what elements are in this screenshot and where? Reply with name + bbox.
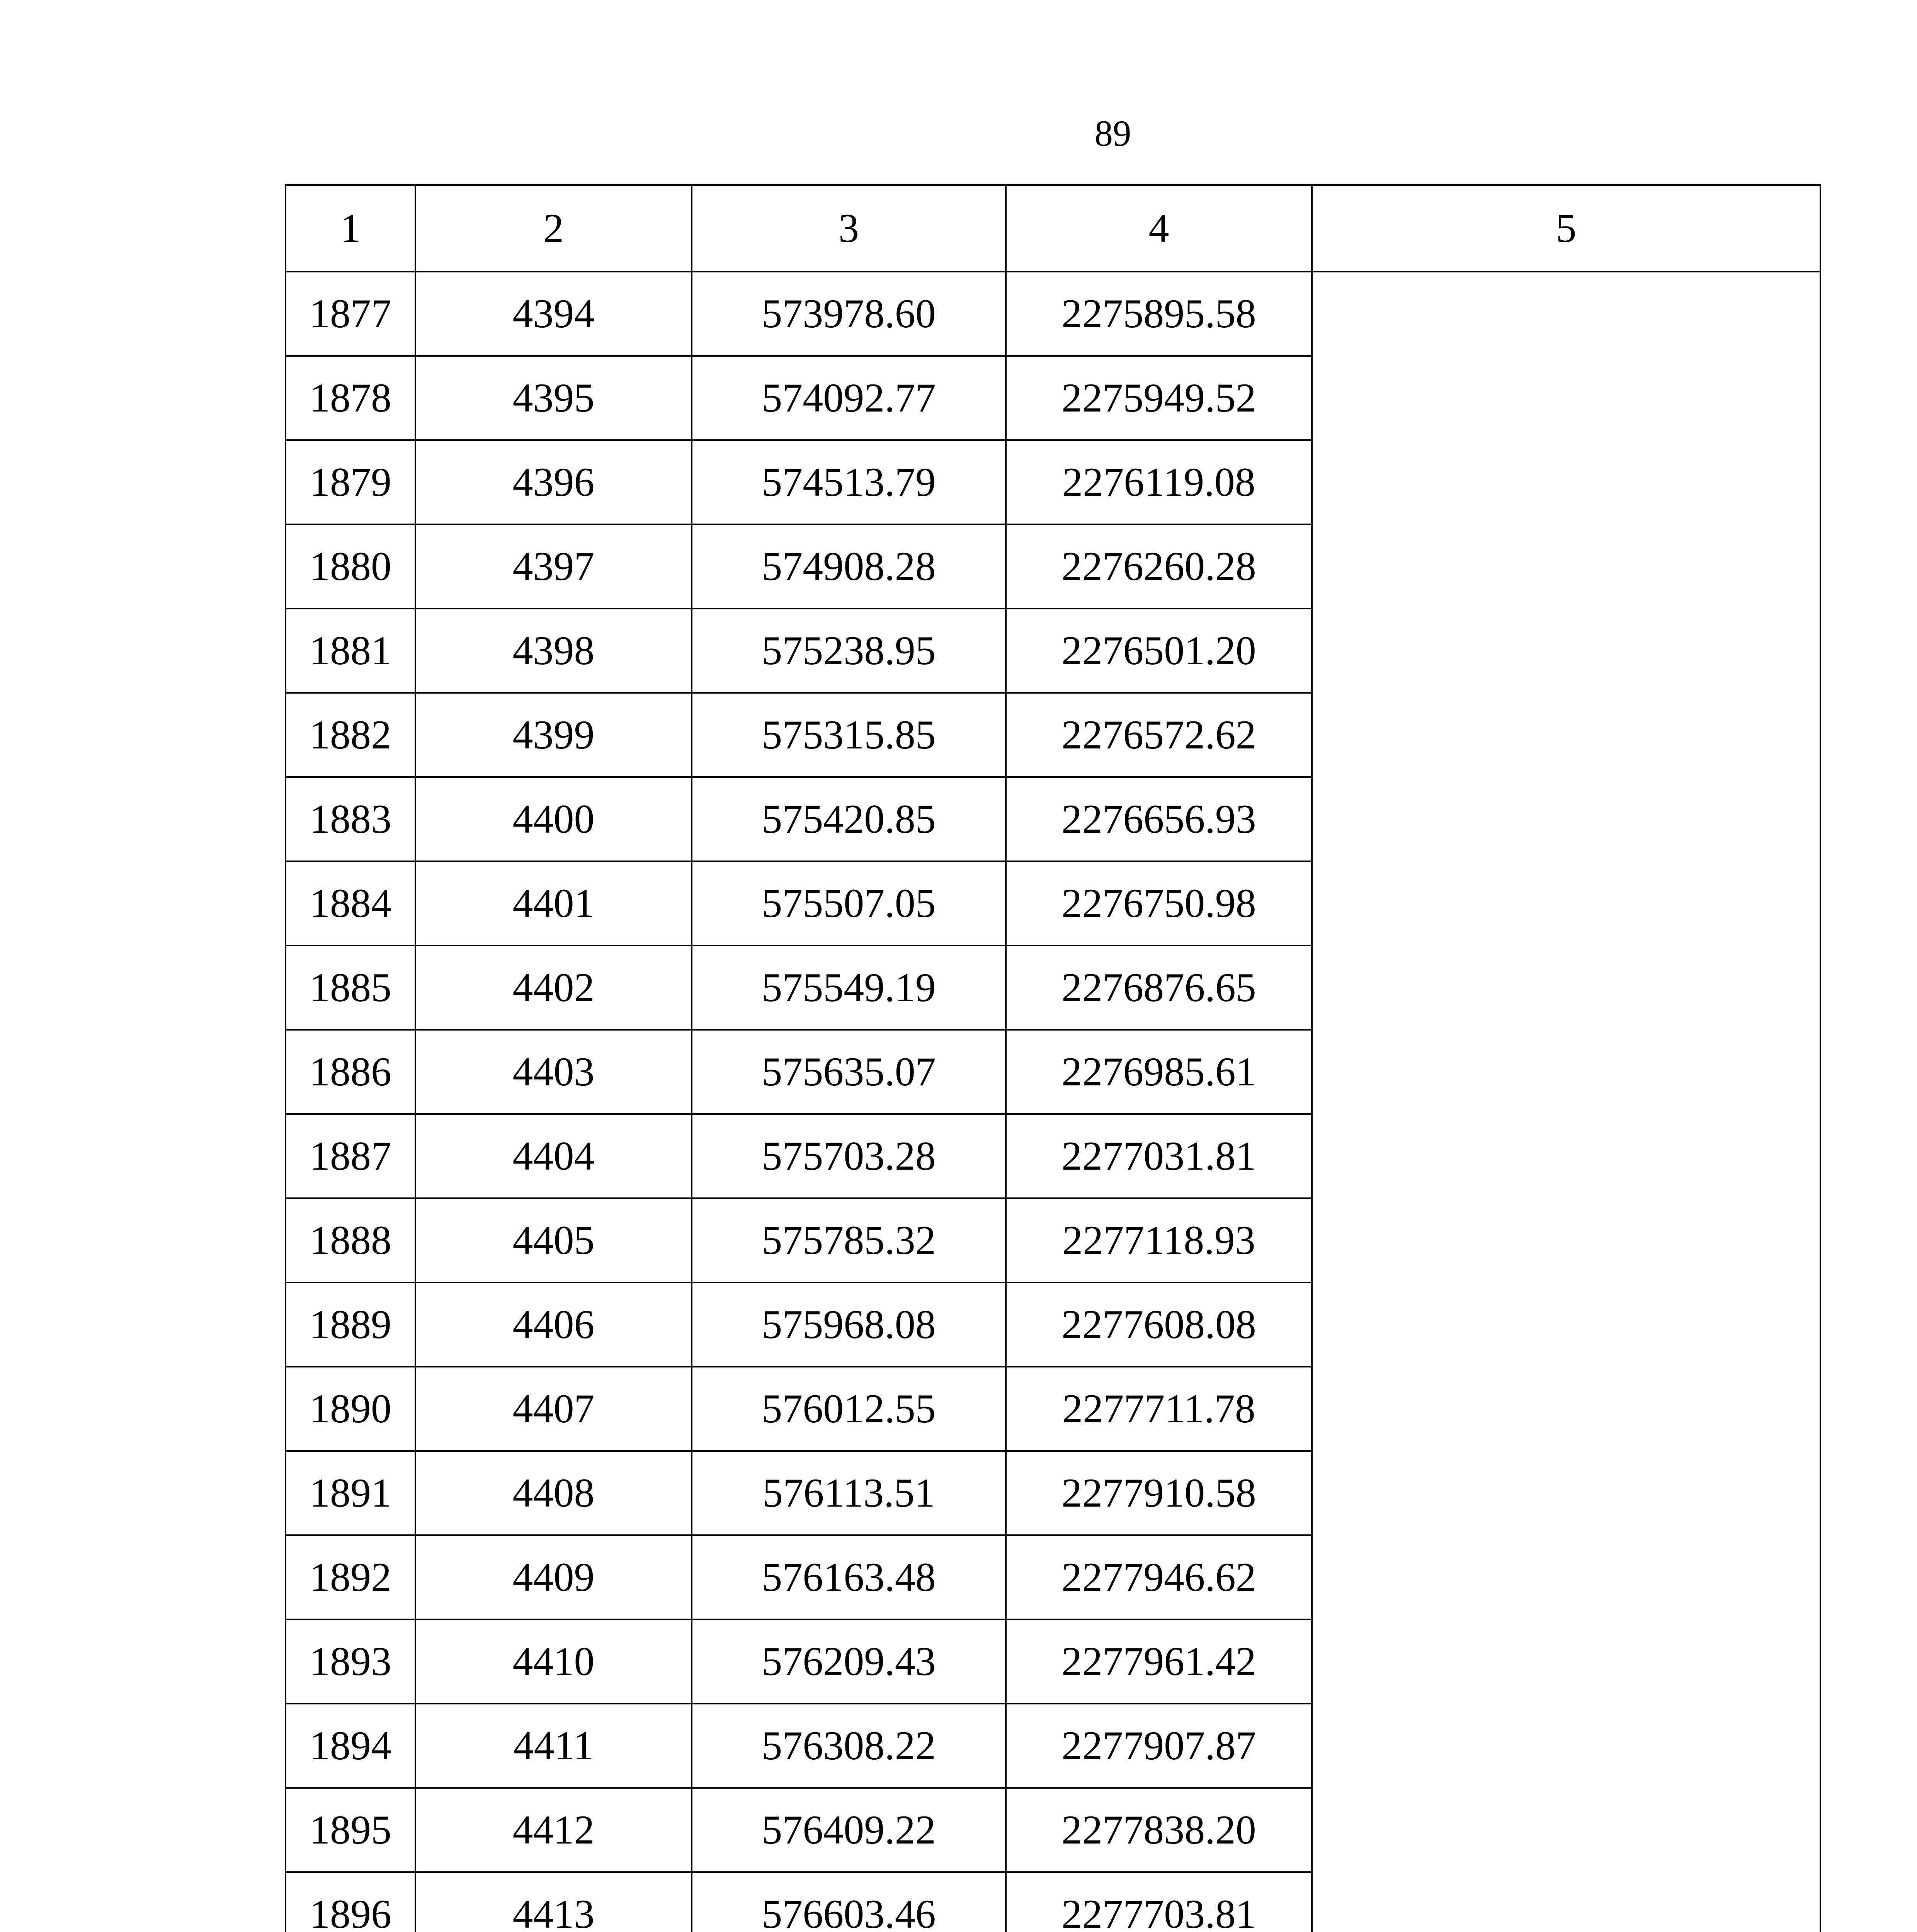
row-number-cell: 1879 [286, 440, 415, 524]
x-coordinate-cell: 575315.85 [692, 693, 1006, 777]
y-coordinate-cell: 2276656.93 [1006, 777, 1312, 861]
point-number-cell: 4394 [415, 272, 692, 356]
row-number-cell: 1888 [286, 1198, 415, 1282]
x-coordinate-cell: 575703.28 [692, 1114, 1006, 1198]
row-number-cell: 1878 [286, 356, 415, 440]
point-number-cell: 4404 [415, 1114, 692, 1198]
point-number-cell: 4405 [415, 1198, 692, 1282]
point-number-cell: 4409 [415, 1535, 692, 1619]
y-coordinate-cell: 2277910.58 [1006, 1451, 1312, 1535]
x-coordinate-cell: 574092.77 [692, 356, 1006, 440]
x-coordinate-cell: 574513.79 [692, 440, 1006, 524]
x-coordinate-cell: 575635.07 [692, 1030, 1006, 1114]
row-number-cell: 1883 [286, 777, 415, 861]
point-number-cell: 4398 [415, 609, 692, 693]
header-cell-3: 3 [692, 185, 1006, 272]
y-coordinate-cell: 2277961.42 [1006, 1619, 1312, 1704]
x-coordinate-cell: 576308.22 [692, 1704, 1006, 1788]
x-coordinate-cell: 575785.32 [692, 1198, 1006, 1282]
point-number-cell: 4407 [415, 1367, 692, 1451]
x-coordinate-cell: 574908.28 [692, 524, 1006, 609]
row-number-cell: 1896 [286, 1872, 415, 1932]
row-number-cell: 1893 [286, 1619, 415, 1704]
page-number [0, 110, 1917, 156]
point-number-cell: 4410 [415, 1619, 692, 1704]
x-coordinate-cell: 575968.08 [692, 1282, 1006, 1367]
point-number-cell: 4406 [415, 1282, 692, 1367]
page-number-text: 89 [1094, 113, 1131, 154]
x-coordinate-cell: 575238.95 [692, 609, 1006, 693]
point-number-cell: 4408 [415, 1451, 692, 1535]
row-number-cell: 1881 [286, 609, 415, 693]
y-coordinate-cell: 2277703.81 [1006, 1872, 1312, 1932]
y-coordinate-cell: 2276572.62 [1006, 693, 1312, 777]
x-coordinate-cell: 576603.46 [692, 1872, 1006, 1932]
point-number-cell: 4402 [415, 946, 692, 1030]
y-coordinate-cell: 2276260.28 [1006, 524, 1312, 609]
row-number-cell: 1887 [286, 1114, 415, 1198]
row-number-cell: 1885 [286, 946, 415, 1030]
x-coordinate-cell: 576012.55 [692, 1367, 1006, 1451]
point-number-cell: 4412 [415, 1788, 692, 1872]
point-number-cell: 4396 [415, 440, 692, 524]
row-number-cell: 1877 [286, 272, 415, 356]
y-coordinate-cell: 2276750.98 [1006, 861, 1312, 946]
y-coordinate-cell: 2277838.20 [1006, 1788, 1312, 1872]
header-cell-1: 1 [286, 185, 415, 272]
x-coordinate-cell: 575549.19 [692, 946, 1006, 1030]
row-number-cell: 1891 [286, 1451, 415, 1535]
row-number-cell: 1884 [286, 861, 415, 946]
x-coordinate-cell: 575420.85 [692, 777, 1006, 861]
x-coordinate-cell: 576209.43 [692, 1619, 1006, 1704]
y-coordinate-cell: 2276985.61 [1006, 1030, 1312, 1114]
x-coordinate-cell: 576163.48 [692, 1535, 1006, 1619]
y-coordinate-cell: 2275949.52 [1006, 356, 1312, 440]
point-number-cell: 4401 [415, 861, 692, 946]
row-number-cell: 1894 [286, 1704, 415, 1788]
table-header-row [286, 185, 1820, 272]
y-coordinate-cell: 2277946.62 [1006, 1535, 1312, 1619]
table-body [286, 185, 1820, 1932]
point-number-cell: 4400 [415, 777, 692, 861]
y-coordinate-cell: 2276501.20 [1006, 609, 1312, 693]
point-number-cell: 4395 [415, 356, 692, 440]
row-number-cell: 1892 [286, 1535, 415, 1619]
y-coordinate-cell: 2277031.81 [1006, 1114, 1312, 1198]
row-number-cell: 1890 [286, 1367, 415, 1451]
point-number-cell: 4403 [415, 1030, 692, 1114]
x-coordinate-cell: 576409.22 [692, 1788, 1006, 1872]
y-coordinate-cell: 2277118.93 [1006, 1198, 1312, 1282]
header-cell-5: 5 [1312, 185, 1820, 272]
x-coordinate-cell: 573978.60 [692, 272, 1006, 356]
header-cell-2: 2 [415, 185, 692, 272]
notes-column-cell [1312, 272, 1820, 1932]
y-coordinate-cell: 2277907.87 [1006, 1704, 1312, 1788]
x-coordinate-cell: 576113.51 [692, 1451, 1006, 1535]
table-row [286, 272, 1820, 356]
row-number-cell: 1882 [286, 693, 415, 777]
row-number-cell: 1880 [286, 524, 415, 609]
y-coordinate-cell: 2276119.08 [1006, 440, 1312, 524]
y-coordinate-cell: 2277608.08 [1006, 1282, 1312, 1367]
point-number-cell: 4413 [415, 1872, 692, 1932]
y-coordinate-cell: 2276876.65 [1006, 946, 1312, 1030]
point-number-cell: 4411 [415, 1704, 692, 1788]
point-number-cell: 4397 [415, 524, 692, 609]
row-number-cell: 1889 [286, 1282, 415, 1367]
y-coordinate-cell: 2277711.78 [1006, 1367, 1312, 1451]
coordinates-table [285, 184, 1821, 1932]
header-cell-4: 4 [1006, 185, 1312, 272]
row-number-cell: 1895 [286, 1788, 415, 1872]
point-number-cell: 4399 [415, 693, 692, 777]
y-coordinate-cell: 2275895.58 [1006, 272, 1312, 356]
row-number-cell: 1886 [286, 1030, 415, 1114]
x-coordinate-cell: 575507.05 [692, 861, 1006, 946]
